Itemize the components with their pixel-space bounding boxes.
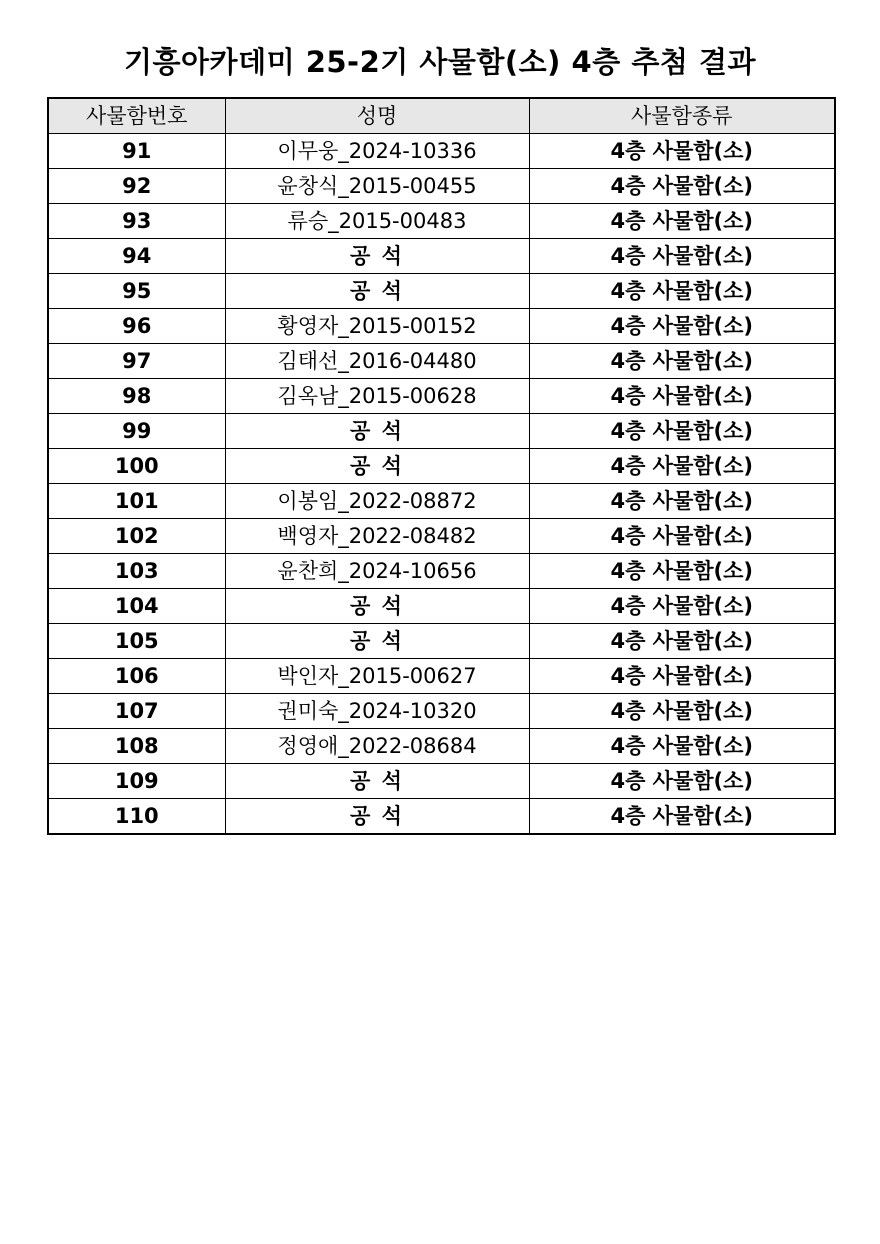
table-row (48, 624, 835, 659)
table-row (48, 309, 835, 344)
locker-type-cell: 4층 사물함(소) (529, 379, 835, 414)
member-name-cell: 백영자_2022-08482 (225, 519, 529, 554)
member-name-cell: 윤찬희_2024-10656 (225, 554, 529, 589)
locker-type-cell: 4층 사물함(소) (529, 309, 835, 344)
locker-number-cell: 98 (48, 379, 225, 414)
table-row (48, 169, 835, 204)
locker-type-cell: 4층 사물함(소) (529, 729, 835, 764)
member-name-cell: 류승_2015-00483 (225, 204, 529, 239)
table-row (48, 344, 835, 379)
locker-number-cell: 93 (48, 204, 225, 239)
locker-number-cell: 109 (48, 764, 225, 799)
locker-type-cell: 4층 사물함(소) (529, 414, 835, 449)
table-row (48, 519, 835, 554)
header-locker-type: 사물함종류 (529, 98, 835, 134)
table-row (48, 484, 835, 519)
locker-number-cell: 105 (48, 624, 225, 659)
page-title: 기흥아카데미 25-2기 사물함(소) 4층 추첨 결과 (124, 45, 756, 79)
table-row (48, 659, 835, 694)
locker-type-cell: 4층 사물함(소) (529, 624, 835, 659)
vacant-cell: 공 석 (225, 274, 529, 309)
header-row (48, 98, 835, 134)
member-name-cell: 황영자_2015-00152 (225, 309, 529, 344)
locker-number-cell: 96 (48, 309, 225, 344)
locker-type-cell: 4층 사물함(소) (529, 659, 835, 694)
table-row (48, 764, 835, 799)
locker-number-cell: 100 (48, 449, 225, 484)
vacant-cell: 공 석 (225, 449, 529, 484)
member-name-cell: 이봉임_2022-08872 (225, 484, 529, 519)
locker-number-cell: 110 (48, 799, 225, 835)
locker-type-cell: 4층 사물함(소) (529, 519, 835, 554)
table-row (48, 589, 835, 624)
table-row (48, 379, 835, 414)
member-name-cell: 윤창식_2015-00455 (225, 169, 529, 204)
table-body (48, 134, 835, 835)
locker-number-cell: 102 (48, 519, 225, 554)
locker-table (47, 97, 836, 835)
vacant-cell: 공 석 (225, 414, 529, 449)
locker-number-cell: 104 (48, 589, 225, 624)
locker-type-cell: 4층 사물함(소) (529, 344, 835, 379)
table-row (48, 799, 835, 835)
locker-number-cell: 99 (48, 414, 225, 449)
table-row (48, 554, 835, 589)
locker-number-cell: 91 (48, 134, 225, 169)
locker-number-cell: 92 (48, 169, 225, 204)
locker-type-cell: 4층 사물함(소) (529, 449, 835, 484)
locker-type-cell: 4층 사물함(소) (529, 589, 835, 624)
locker-type-cell: 4층 사물함(소) (529, 204, 835, 239)
locker-number-cell: 94 (48, 239, 225, 274)
locker-number-cell: 106 (48, 659, 225, 694)
vacant-cell: 공 석 (225, 764, 529, 799)
table-header (48, 98, 835, 134)
header-locker-number: 사물함번호 (48, 98, 225, 134)
table-row (48, 274, 835, 309)
locker-type-cell: 4층 사물함(소) (529, 134, 835, 169)
vacant-cell: 공 석 (225, 799, 529, 835)
member-name-cell: 김옥남_2015-00628 (225, 379, 529, 414)
vacant-cell: 공 석 (225, 624, 529, 659)
member-name-cell: 정영애_2022-08684 (225, 729, 529, 764)
locker-type-cell: 4층 사물함(소) (529, 764, 835, 799)
vacant-cell: 공 석 (225, 239, 529, 274)
table-row (48, 134, 835, 169)
table-row (48, 204, 835, 239)
locker-type-cell: 4층 사물함(소) (529, 484, 835, 519)
vacant-cell: 공 석 (225, 589, 529, 624)
locker-type-cell: 4층 사물함(소) (529, 554, 835, 589)
locker-type-cell: 4층 사물함(소) (529, 799, 835, 835)
locker-type-cell: 4층 사물함(소) (529, 274, 835, 309)
locker-type-cell: 4층 사물함(소) (529, 239, 835, 274)
locker-number-cell: 103 (48, 554, 225, 589)
locker-type-cell: 4층 사물함(소) (529, 169, 835, 204)
header-name: 성명 (225, 98, 529, 134)
locker-number-cell: 108 (48, 729, 225, 764)
locker-number-cell: 97 (48, 344, 225, 379)
member-name-cell: 이무웅_2024-10336 (225, 134, 529, 169)
member-name-cell: 권미숙_2024-10320 (225, 694, 529, 729)
locker-number-cell: 101 (48, 484, 225, 519)
locker-number-cell: 95 (48, 274, 225, 309)
table-row (48, 729, 835, 764)
table-row (48, 239, 835, 274)
table-row (48, 694, 835, 729)
table-row (48, 414, 835, 449)
member-name-cell: 김태선_2016-04480 (225, 344, 529, 379)
locker-type-cell: 4층 사물함(소) (529, 694, 835, 729)
member-name-cell: 박인자_2015-00627 (225, 659, 529, 694)
table-row (48, 449, 835, 484)
locker-number-cell: 107 (48, 694, 225, 729)
